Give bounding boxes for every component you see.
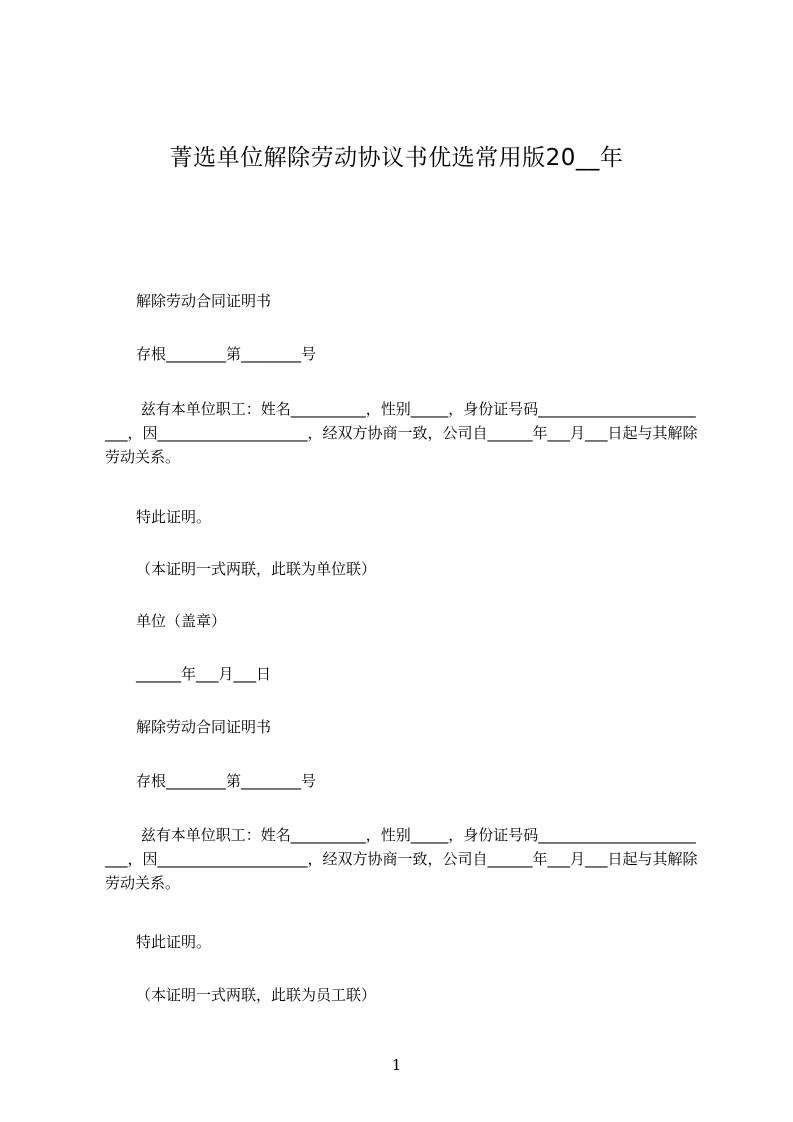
certification-statement: 特此证明。	[136, 933, 212, 951]
date-line: ______年___月___日	[136, 665, 272, 683]
stub-number-line: 存根________第________号	[136, 345, 317, 363]
page-number: 1	[391, 1056, 402, 1074]
seal-line: 单位（盖章）	[136, 612, 227, 630]
certificate-body: 兹有本单位职工：姓名__________，性别_____，身份证号码________________________，因____________________，经双方协商一致，公司自______年___月___日起与其解除劳动关系。	[105, 826, 698, 892]
copy-note: （本证明一式两联，此联为单位联）	[136, 560, 377, 578]
section-heading: 解除劳动合同证明书	[136, 292, 272, 310]
section-heading: 解除劳动合同证明书	[136, 718, 272, 736]
stub-number-line: 存根________第________号	[136, 772, 317, 790]
copy-note: （本证明一式两联，此联为员工联）	[136, 986, 377, 1004]
certification-statement: 特此证明。	[136, 508, 212, 526]
certificate-body: 兹有本单位职工：姓名__________，性别_____，身份证号码________________________，因____________________，经双方协商一致，公司自______年___月___日起与其解除劳动关系。	[105, 400, 698, 466]
document-title: 菁选单位解除劳动协议书优选常用版20__年	[169, 145, 624, 171]
